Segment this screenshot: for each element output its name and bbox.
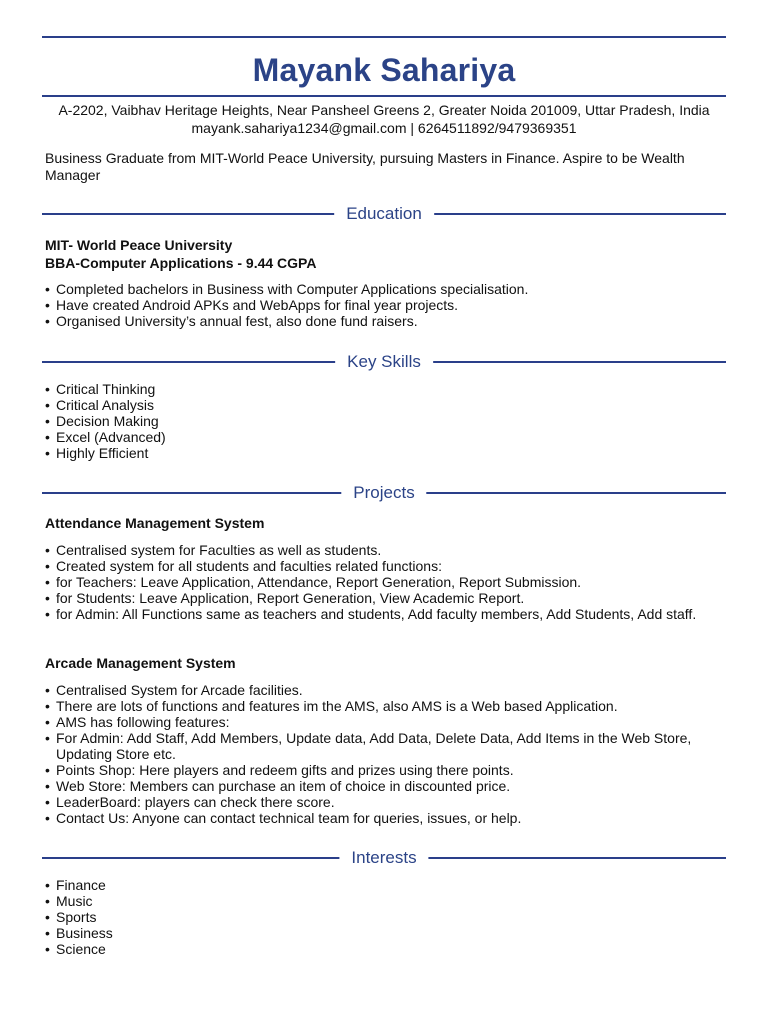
projects-heading-label: Projects — [341, 481, 426, 505]
list-item: • Science — [45, 941, 735, 957]
profile-summary: Business Graduate from MIT-World Peace University, pursuing Masters in Finance. Aspire to be Wealth Manager — [45, 150, 685, 183]
project-bullets — [45, 682, 735, 826]
address-line: A-2202, Vaibhav Heritage Heights, Near Pansheel Greens 2, Greater Noida 201009, Uttar Pradesh, India — [58, 102, 710, 118]
list-item: • Highly Efficient — [45, 445, 735, 461]
project-title: Arcade Management System — [45, 655, 236, 671]
list-item: • Created system for all students and faculties related functions: — [45, 558, 735, 574]
interests-heading — [42, 846, 726, 870]
list-item: • Sports — [45, 909, 735, 925]
list-item: • for Admin: All Functions same as teachers and students, Add faculty members, Add Students, Add staff. — [45, 606, 735, 622]
interests-heading-label: Interests — [339, 846, 428, 870]
degree-name: BBA-Computer Applications - 9.44 CGPA — [45, 255, 317, 271]
projects-heading — [42, 481, 726, 505]
contact-block — [0, 101, 768, 137]
list-item: • For Admin: Add Staff, Add Members, Update data, Add Data, Delete Data, Add Items in the Web Store, Updating Store etc. — [45, 730, 735, 762]
header-bottom-rule — [42, 95, 726, 97]
education-heading-label: Education — [334, 202, 434, 226]
list-item: • Web Store: Members can purchase an item of choice in discounted price. — [45, 778, 735, 794]
list-item: • Points Shop: Here players and redeem gifts and prizes using there points. — [45, 762, 735, 778]
list-item: • Have created Android APKs and WebApps for final year projects. — [45, 297, 735, 313]
list-item: • Excel (Advanced) — [45, 429, 735, 445]
interests-list — [45, 877, 735, 957]
email-phone-line: mayank.sahariya1234@gmail.com | 6264511892/9479369351 — [191, 120, 577, 136]
project-bullets — [45, 542, 735, 622]
list-item: • Critical Analysis — [45, 397, 735, 413]
institution-name: MIT- World Peace University — [45, 237, 233, 253]
project-title: Attendance Management System — [45, 515, 265, 531]
list-item: • LeaderBoard: players can check there score. — [45, 794, 735, 810]
list-item: • Music — [45, 893, 735, 909]
skills-heading-label: Key Skills — [335, 350, 433, 374]
list-item: • Centralised system for Faculties as well as students. — [45, 542, 735, 558]
skills-heading — [42, 350, 726, 374]
candidate-name: Mayank Sahariya — [252, 52, 516, 88]
list-item: • for Teachers: Leave Application, Attendance, Report Generation, Report Submission. — [45, 574, 735, 590]
list-item: • Critical Thinking — [45, 381, 735, 397]
list-item: • for Students: Leave Application, Report Generation, View Academic Report. — [45, 590, 735, 606]
education-bullets — [45, 281, 735, 329]
header-top-rule — [42, 36, 726, 38]
education-details — [45, 236, 735, 272]
list-item: • Completed bachelors in Business with Computer Applications specialisation. — [45, 281, 735, 297]
list-item: • Decision Making — [45, 413, 735, 429]
skills-list — [45, 381, 735, 461]
list-item: • AMS has following features: — [45, 714, 735, 730]
list-item: • Organised University’s annual fest, also done fund raisers. — [45, 313, 735, 329]
list-item: • Centralised System for Arcade facilities. — [45, 682, 735, 698]
list-item: • There are lots of functions and features im the AMS, also AMS is a Web based Application. — [45, 698, 735, 714]
list-item: • Finance — [45, 877, 735, 893]
list-item: • Contact Us: Anyone can contact technical team for queries, issues, or help. — [45, 810, 735, 826]
education-heading — [42, 202, 726, 226]
list-item: • Business — [45, 925, 735, 941]
